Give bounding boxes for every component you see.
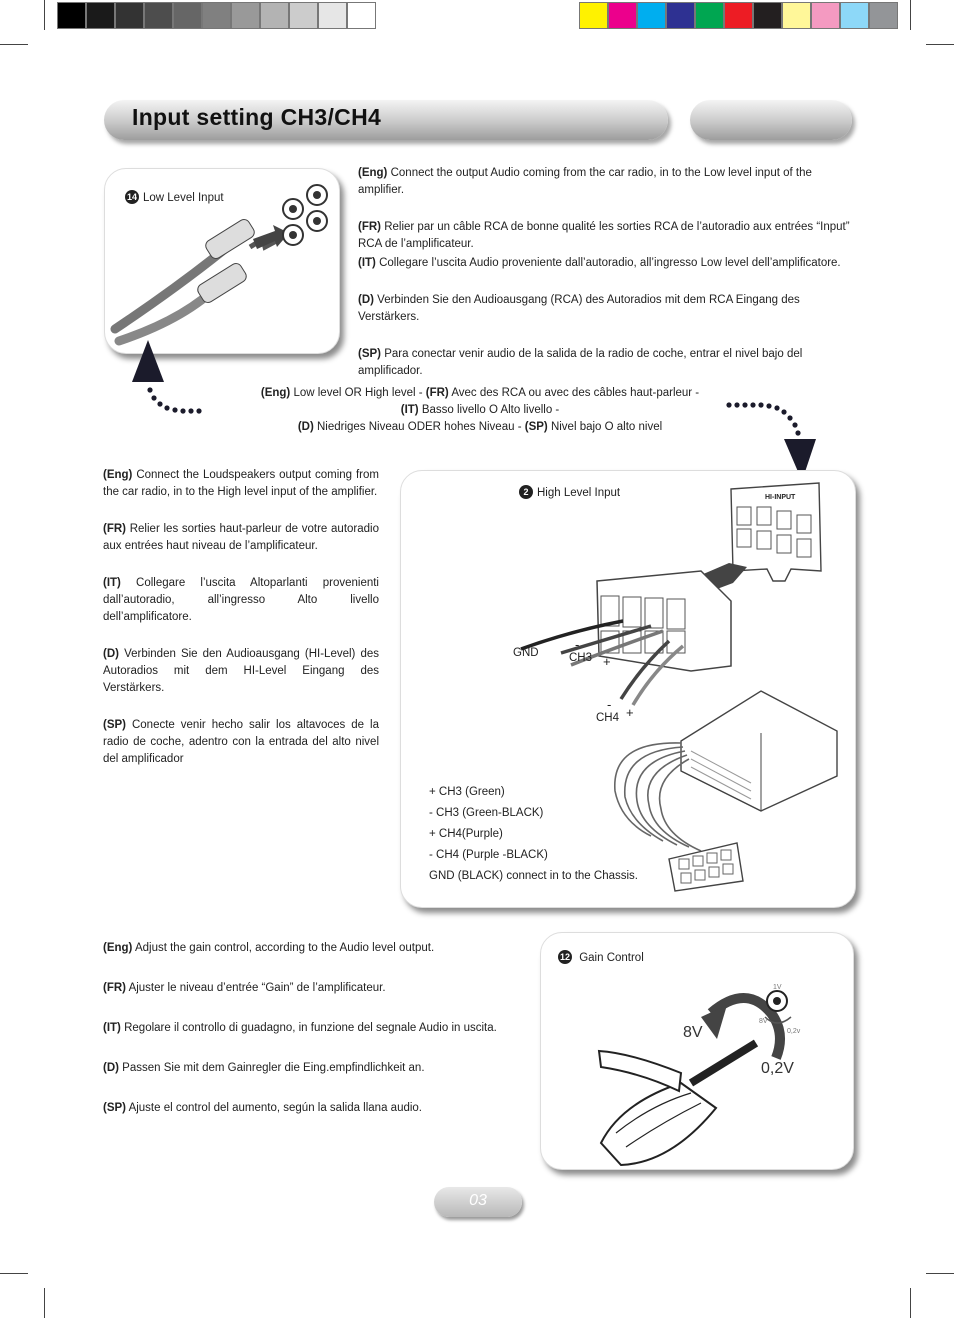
crop-mark [910, 0, 911, 30]
high-level-panel [400, 470, 856, 908]
svg-text:8V: 8V [759, 1018, 768, 1025]
color-swatch [753, 2, 782, 29]
low-level-label: 14 Low Level Input [126, 192, 224, 204]
gain-instructions: (Eng) Adjust the gain control, according to the Audio level output. (FR) Ajuster le niveau d’entrée “Gain” de l’amplificateur. (IT) Regolare il controllo di guadagno, in funzione del segnale Audio in uscita. (D) Passen Sie mit dem Gainregler die Eing.empfindlichkeit an. (SP) Ajuste el control del aumento, según la salida llana audio. [103, 942, 497, 1114]
page-number: 03 [469, 1192, 487, 1209]
color-swatch [840, 2, 869, 29]
gray-swatch [144, 2, 173, 29]
color-swatch [724, 2, 753, 29]
color-swatch [579, 2, 608, 29]
crop-mark [44, 1288, 45, 1318]
svg-text:+: + [603, 654, 611, 669]
left-dotted-arrow [120, 340, 220, 420]
crop-mark [926, 44, 954, 45]
gray-swatch [202, 2, 231, 29]
gray-swatch [318, 2, 347, 29]
svg-text:-: - [607, 697, 612, 712]
color-swatch [695, 2, 724, 29]
crop-mark [44, 0, 45, 30]
svg-text:-: - [575, 637, 580, 652]
side-banner [690, 100, 852, 140]
gray-swatch [115, 2, 144, 29]
low-level-instructions: (Eng) Connect the output Audio coming from the car radio, in to the Low level input of the amplifier. (FR) Relier par un câble RCA de bonne qualité les sorties RCA de l’autoradio aux entrées “Input” RCA de l’amplificateur. (IT) Collegare l’uscita Audio proveniente dall’autoradio, all’ingresso Low level dell’amplificatore. (D) Verbinden Sie den Audioausgang (RCA) des Autoradios mit dem RCA Eingang des Verstärkers. (SP) Para conectar venir audio de la salida de la radio de coche, entrar el nivel bajo del amplificador. [358, 167, 850, 377]
gray-swatch [347, 2, 376, 29]
gray-swatch [173, 2, 202, 29]
step-badge: 2 [519, 485, 533, 499]
gray-swatch [260, 2, 289, 29]
gray-swatch [86, 2, 115, 29]
high-level-label: 2 High Level Input [519, 485, 620, 499]
gain-control-label: 12 Gain Control [559, 952, 644, 964]
high-level-instructions: (Eng) Connect the Loudspeakers output coming from the car radio, in to the High level input of the amplifier. (FR) Relier les sorties haut-parleur de votre autoradio aux entrées haut niveau de l’amplificateur. (IT) Collegare l’uscita Altoparlanti provenienti dall’autoradio, all’ingresso Alto livello dell’amplificatore. (D) Verbinden Sie den Audioausgang (HI-Level) des Autoradios mit dem HI-Level Eingang des Verstärkers. (SP) Conecte venir hecho salir los altavoces de la radio de coche, adentro con la entrada del alto nivel del amplificador [103, 469, 379, 765]
gain-control-panel [540, 932, 854, 1170]
crop-mark [0, 44, 28, 45]
svg-text:GND: GND [513, 647, 539, 659]
gray-swatch [289, 2, 318, 29]
color-swatch [666, 2, 695, 29]
svg-text:0,2V: 0,2V [761, 1060, 794, 1077]
svg-text:1V: 1V [773, 984, 782, 991]
gray-swatch [231, 2, 260, 29]
svg-text:+: + [626, 705, 634, 720]
crop-mark [910, 1288, 911, 1318]
page-title: Input setting CH3/CH4 [132, 104, 382, 130]
gain-screwdriver-illustration [541, 933, 853, 1169]
rca-cables-illustration [105, 169, 339, 353]
svg-text:0,2v: 0,2v [787, 1028, 801, 1035]
crop-mark [926, 1273, 954, 1274]
step-badge: 12 [559, 952, 570, 962]
low-level-panel [104, 168, 340, 354]
svg-text:HI-INPUT: HI-INPUT [765, 494, 796, 501]
svg-text:8V: 8V [683, 1024, 703, 1041]
color-swatch [637, 2, 666, 29]
svg-text:CH3: CH3 [569, 652, 593, 664]
color-swatch [782, 2, 811, 29]
step-badge: 14 [126, 192, 137, 202]
color-swatch [608, 2, 637, 29]
wire-color-legend: + CH3 (Green) - CH3 (Green-BLACK) + CH4(Purple) - CH4 (Purple -BLACK) GND (BLACK) connect in to the Chassis. [429, 786, 638, 882]
gray-swatch [57, 2, 86, 29]
low-or-high-note: (Eng) Low level OR High level - (FR) Avec des RCA ou avec des câbles haut-parleur - (IT) Basso livello O Alto livello - (D) Niedriges Niveau ODER hohes Niveau - (SP) Nivel bajo O alto nivel [260, 387, 700, 433]
color-swatch [869, 2, 898, 29]
crop-mark [0, 1273, 28, 1274]
color-swatch [811, 2, 840, 29]
svg-text:CH4: CH4 [596, 712, 620, 724]
